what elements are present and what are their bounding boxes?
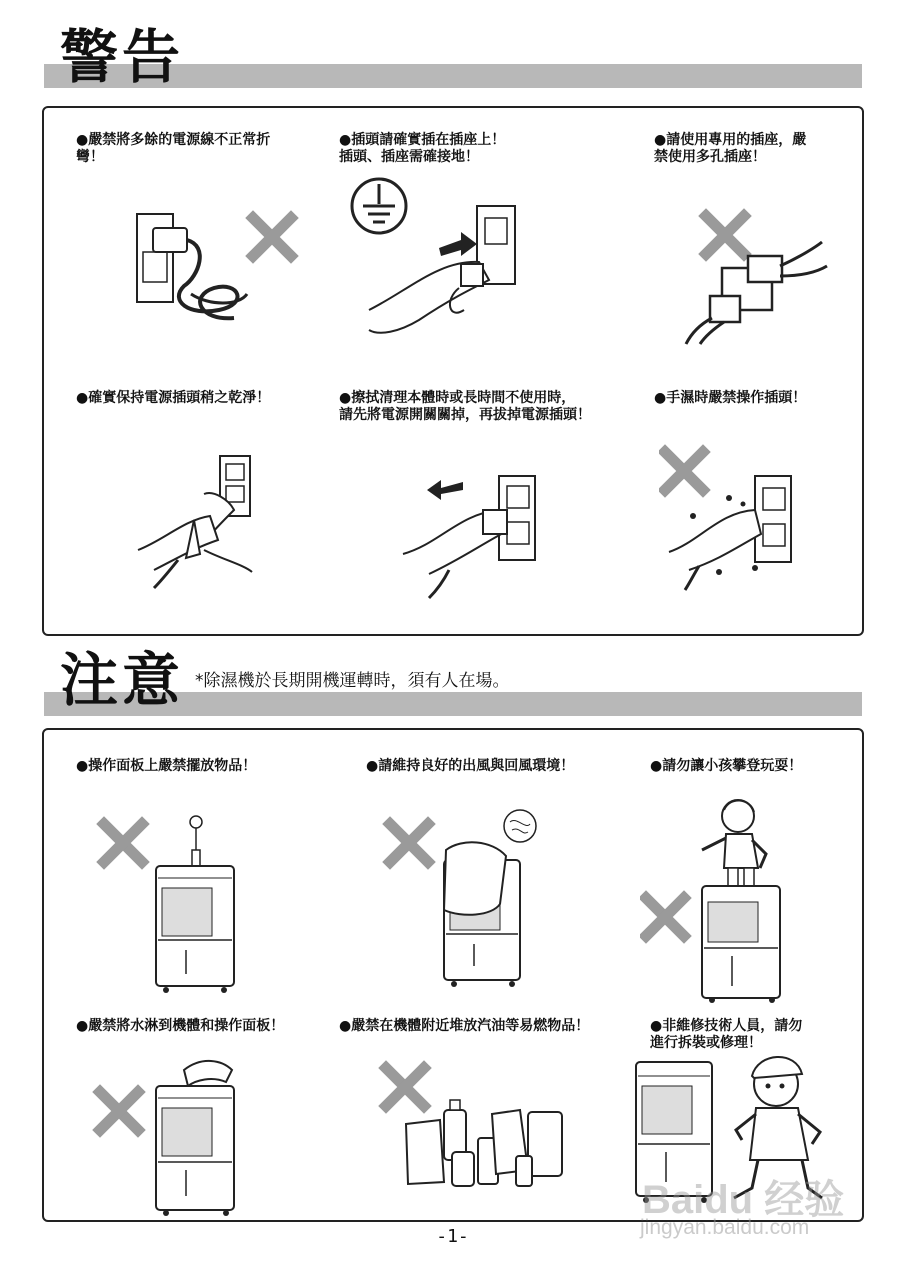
- warning-caption: ●手濕時嚴禁操作插頭！: [654, 390, 807, 406]
- coiled-cord-outlet-illustration: [129, 206, 309, 336]
- warning-panel: [42, 106, 864, 636]
- watermark-logo: Baidu 经验: [642, 1178, 845, 1222]
- x-mark-icon: [253, 218, 291, 256]
- ground-symbol-icon: [352, 179, 406, 233]
- caution-title: 注意: [60, 646, 185, 714]
- flammable-containers-illustration: [378, 1060, 578, 1190]
- x-mark-icon: [706, 216, 744, 254]
- watermark-url: jingyan.baidu.com: [640, 1216, 810, 1239]
- clean-plug-illustration: [134, 450, 274, 590]
- x-mark-icon: [386, 1068, 424, 1106]
- cloth-covering-dehumidifier-illustration: [382, 800, 542, 990]
- caution-caption: ●嚴禁將水淋到機體和操作面板！: [76, 1018, 285, 1034]
- caution-caption: ●非維修技術人員，請勿 進行拆裝或修理！: [650, 1018, 803, 1051]
- caution-caption: ●請維持良好的出風與回風環境！: [366, 758, 575, 774]
- plug-insert-ground-illustration: [349, 170, 529, 340]
- x-mark-icon: [390, 824, 428, 862]
- vase-on-dehumidifier-illustration: [96, 810, 246, 995]
- caution-note: *除濕機於長期開機運轉時，須有人在場。: [195, 671, 510, 691]
- water-on-dehumidifier-illustration: [92, 1052, 252, 1217]
- unplug-illustration: [399, 470, 549, 600]
- warning-caption: ●插頭請確實插在插座上！ 插頭、插座需確接地！: [339, 132, 506, 165]
- warning-caption: ●擦拭清理本體時或長時間不使用時， 請先將電源開關關掉，再拔掉電源插頭！: [339, 390, 591, 423]
- wet-hands-plug-illustration: [659, 442, 839, 592]
- caution-caption: ●操作面板上嚴禁擺放物品！: [76, 758, 257, 774]
- warning-caption: ●請使用專用的插座，嚴 禁使用多孔插座！: [654, 132, 807, 165]
- warning-title: 警告: [60, 23, 185, 91]
- x-mark-icon: [646, 898, 684, 936]
- x-mark-icon: [665, 452, 703, 490]
- caution-panel: [42, 728, 864, 1222]
- page-number: -1-: [436, 1226, 469, 1247]
- multi-plug-adapter-illustration: [682, 206, 832, 346]
- warning-caption: ●確實保持電源插頭稍之乾淨！: [76, 390, 271, 406]
- x-mark-icon: [100, 1092, 138, 1130]
- caution-caption: ●請勿讓小孩攀登玩耍！: [650, 758, 803, 774]
- warning-caption: ●嚴禁將多餘的電源線不正常折 彎！: [76, 132, 271, 165]
- caution-caption: ●嚴禁在機體附近堆放汽油等易燃物品！: [339, 1018, 590, 1034]
- x-mark-icon: [104, 824, 142, 862]
- child-on-dehumidifier-illustration: [640, 790, 790, 1005]
